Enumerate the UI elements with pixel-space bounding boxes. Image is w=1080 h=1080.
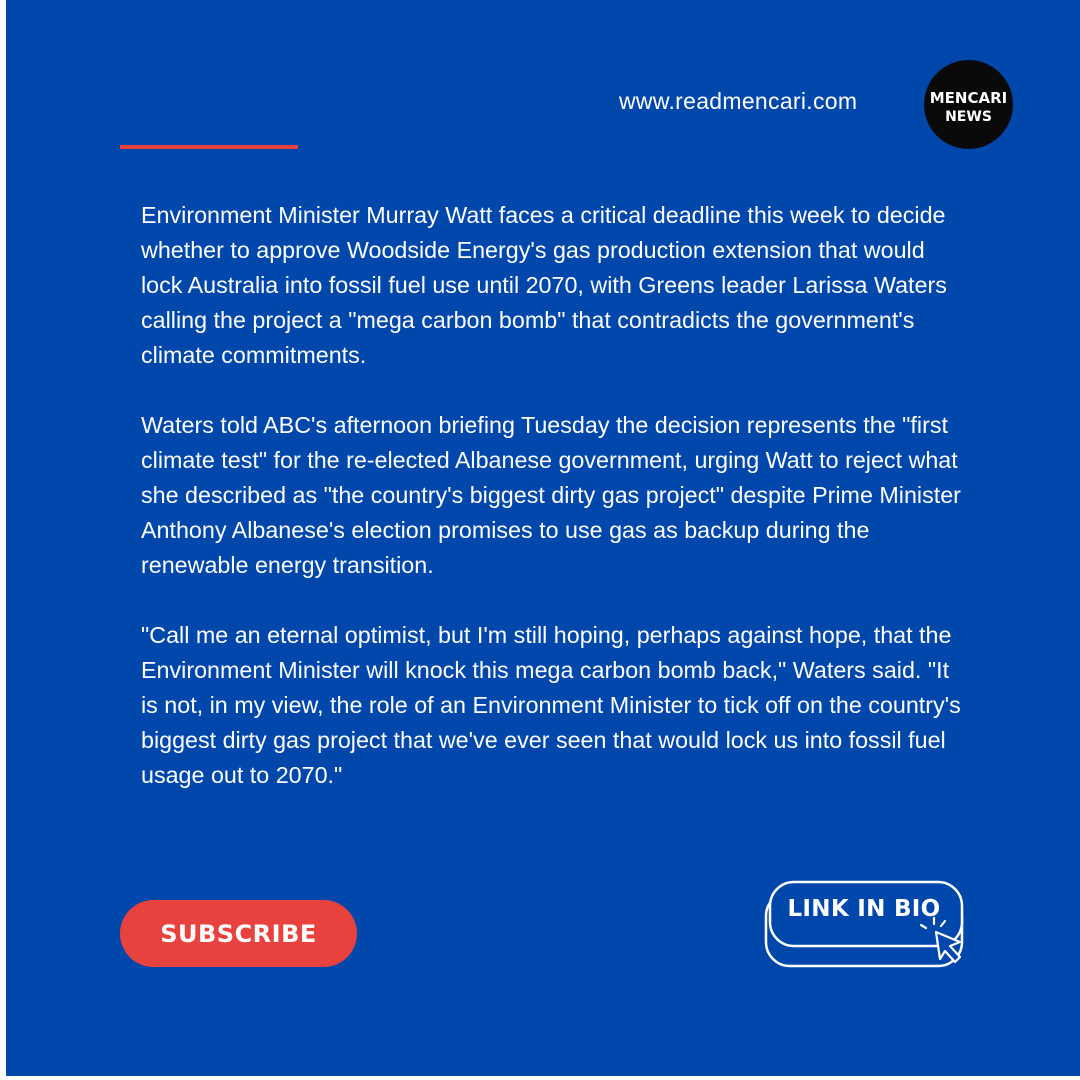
accent-divider	[120, 145, 298, 149]
article-paragraph-3: "Call me an eternal optimist, but I'm still hoping, perhaps against hope, that the Environment Minister will knock this mega carbon bomb back," Waters said. "It is not, in my view, the role of an Environment Minister to tick off on the country's biggest dirty gas project that we've ever seen that would lock us into fossil fuel usage out to 2070."	[141, 622, 961, 788]
logo-line-1: MENCARI	[929, 89, 1008, 107]
logo-line-2: NEWS	[945, 109, 992, 125]
article-paragraph-1: Environment Minister Murray Watt faces a critical deadline this week to decide whether to approve Woodside Energy's gas production extension that would lock Australia into fossil fuel use until 2070, with Greens leader Larissa Waters calling the project a "mega carbon bomb" that contradicts the government's climate commitments.	[141, 202, 947, 368]
link-in-bio-label: LINK IN BIO	[787, 896, 941, 922]
logo-wordmark	[924, 60, 1013, 149]
link-in-bio-button[interactable]	[764, 880, 970, 970]
subscribe-button[interactable]: SUBSCRIBE	[120, 900, 357, 967]
website-url[interactable]: www.readmencari.com	[619, 88, 858, 114]
link-in-bio-frame	[764, 880, 970, 970]
mencari-news-logo	[924, 60, 1013, 149]
article-paragraph-2: Waters told ABC's afternoon briefing Tuesday the decision represents the "first climate test" for the re-elected Albanese government, urging Watt to reject what she described as "the country's biggest dirty gas project" despite Prime Minister Anthony Albanese's election promises to use gas as backup during the renewable energy transition.	[141, 412, 961, 578]
post-canvas	[6, 0, 1080, 1076]
article-body	[141, 198, 961, 828]
